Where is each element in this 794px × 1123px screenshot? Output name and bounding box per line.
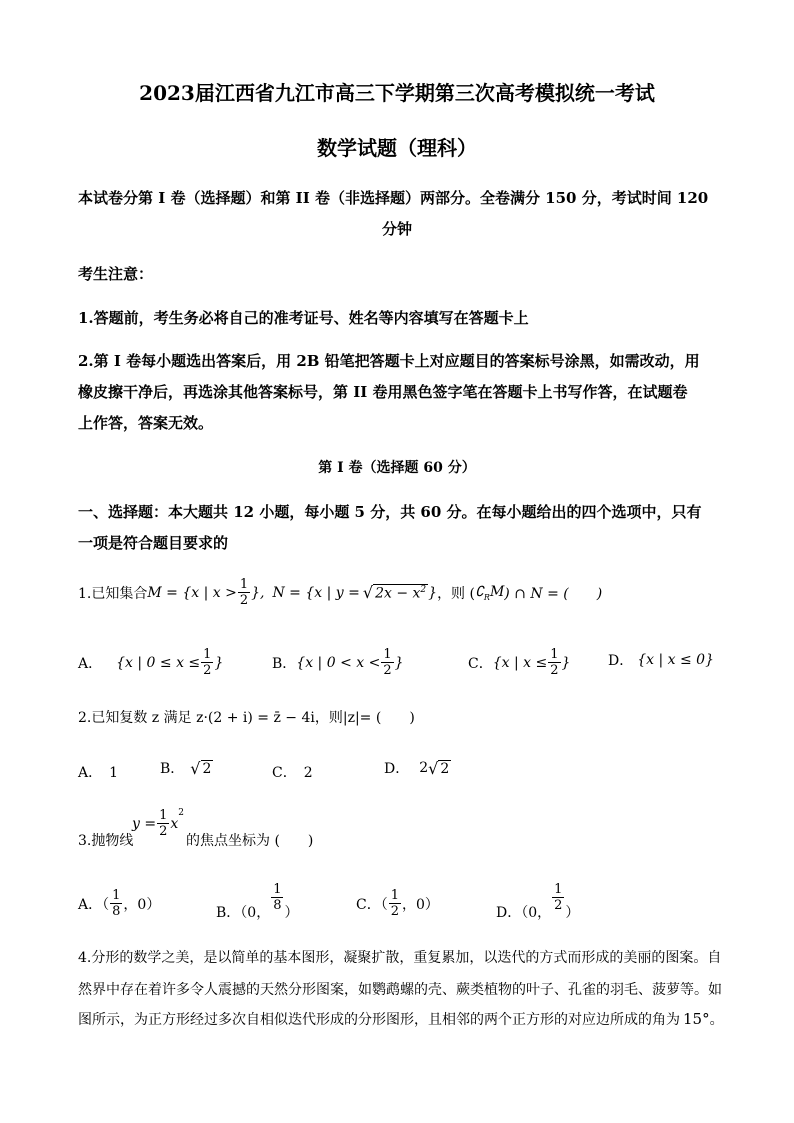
complement-symbol: $∁_RM$ [474,583,505,602]
question-1-stem: 1.已知集合 M = {x | x > $\frac{1}{2}$ }, N = {x | y = √ $2x - x^2$ } ，则 ( $∁_RM$ ) ∩ N = ( ) [78,577,603,608]
q3-parabola-equation: y = $\frac{1}{2}$ x $^2$ [132,808,185,839]
q1-close-1: }, [251,584,265,601]
notice-item-2-line-3: 上作答，答案无效。 [78,414,214,432]
q3-option-b: B．（0， $\frac{1}{8}$ ） [216,881,299,921]
intro-line-2: 分钟 [381,220,412,238]
q1-frac-num: 1 [239,577,249,592]
q1-then: ，则 ( [437,585,475,602]
q3-option-a: A．（ $\frac{1}{8}$ ，0） [78,888,161,919]
notice-item-2-line-1: 2.第 I 卷每小题选出答案后，用 2B 铅笔把答题卡上对应题目的答案标号涂黑，如需改动，用 [78,352,700,370]
notice-item-1: 1.答题前，考生务必将自己的准考证号、姓名等内容填写在答题卡上 [78,309,529,327]
q1-option-d: D． {x | x ≤ 0} [608,652,714,669]
page-subtitle: 数学试题（理科） [317,136,477,160]
q2-option-a: A． 1 [78,765,119,781]
q2-option-c: C． 2 [272,765,313,781]
q1-option-a: A． {x | 0 ≤ x ≤ $\frac{1}{2}$ } [78,647,224,678]
q1-frac-den: 2 [239,593,249,608]
question-2-stem: 2.已知复数 z 满足 z·(2 + i) = z̄ − 4i，则|z|= ( ) [78,710,415,726]
notice-heading: 考生注意： [78,265,154,283]
q3-option-d: D．（0， $\frac{1}{2}$ ） [496,881,580,921]
page-title: 2023届江西省九江市高三下学期第三次高考模拟统一考试 [139,81,655,105]
q1-option-b: B． {x | 0 < x < $\frac{1}{2}$ } [272,647,404,678]
q1-tail: ) ∩ N = ( ) [504,585,603,602]
q2-option-b: B． √ 2 [160,758,212,778]
q1-fraction-half [238,577,250,608]
notice-item-2-line-2: 橡皮擦干净后，再选涂其他答案标号，第 II 卷用黑色签字笔在答题卡上书写作答，在试题卷 [78,383,688,401]
q1-option-c: C． {x | x ≤ $\frac{1}{2}$ } [468,647,571,678]
section-instructions-line-2: 一项是符合题目要求的 [78,534,229,552]
q3-suffix: 的焦点坐标为 ( ) [186,833,314,849]
q3-option-c: C．（ $\frac{1}{2}$ ，0） [356,888,439,919]
q2-option-d: D． 2 √ 2 [384,758,450,778]
q4-line-3: 图所示，为正方形经过多次自相似迭代形成的分形图形，且相邻的两个正方形的对应边所成的角为 15° 。 [78,1010,724,1028]
intro-line-1: 本试卷分第 I 卷（选择题）和第 II 卷（非选择题）两部分。全卷满分 150 分，考试时间 120 [78,189,709,207]
q4-line-2: 然界中存在着许多令人震撼的天然分形图案，如鹦鹉螺的壳、蕨类植物的叶子、孔雀的羽毛、菠萝等。如 [78,982,722,998]
section-title: 第 I 卷（选择题 60 分） [318,460,476,476]
section-instructions-line-1: 一、选择题：本大题共 12 小题，每小题 5 分，共 60 分。在每小题给出的四个选项中，只有 [78,503,702,521]
q1-set-m: M = {x | x > [147,584,237,601]
q4-line-1: 4.分形的数学之美，是以简单的基本图形，凝聚扩散，重复累加，以迭代的方式而形成的美丽的图案。自 [78,950,722,966]
q1-prefix: 1.已知集合 [78,585,148,602]
q1-set-n: N = {x | y = [272,584,360,601]
q1-close-2: } [428,584,438,601]
angle-value: 15° [683,1010,710,1028]
q3-prefix: 3.抛物线 [78,833,134,849]
q1-radicand: $2x - x^2$ [375,584,427,602]
